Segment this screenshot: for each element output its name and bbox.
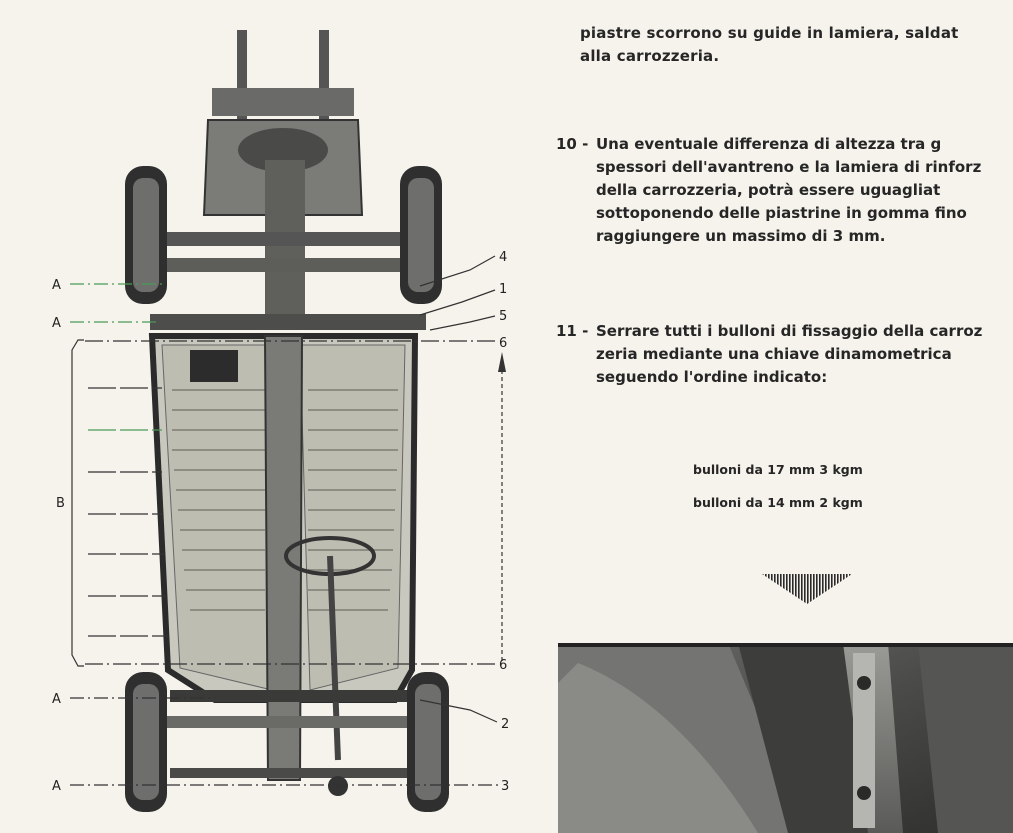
label-a-1: A: [52, 278, 61, 293]
label-a-3: A: [52, 692, 61, 707]
label-5: 5: [499, 309, 508, 324]
rear-left-wheel: [125, 672, 167, 812]
label-6-bottom: 6: [499, 658, 508, 673]
label-2: 2: [501, 717, 510, 732]
paragraph-continuation: [580, 22, 959, 68]
step-text: [596, 320, 982, 389]
down-arrow-icon: [762, 574, 852, 604]
step-text: [596, 133, 981, 248]
label-b: B: [56, 496, 65, 511]
text-line: zeria mediante una chiave dinamometrica: [596, 345, 952, 363]
text-line: seguendo l'ordine indicato:: [596, 368, 828, 386]
torque-spec-14mm: bulloni da 14 mm 2 kgm: [693, 495, 863, 510]
detail-photo: [558, 643, 1013, 833]
label-3: 3: [501, 779, 510, 794]
label-a-2: A: [52, 316, 61, 331]
text-line: piastre scorrono su guide in lamiera, saldat: [580, 24, 959, 42]
rear-right-wheel: [407, 672, 449, 812]
label-1: 1: [499, 282, 508, 297]
text-line: Una eventuale differenza di altezza tra g: [596, 135, 942, 153]
text-line: raggiungere un massimo di 3 mm.: [596, 227, 886, 245]
text-line: della carrozzeria, potrà essere uguagliat: [596, 181, 941, 199]
label-4: 4: [499, 250, 508, 265]
torque-spec-17mm: bulloni da 17 mm 3 kgm: [693, 462, 863, 477]
step-number: 11 -: [556, 322, 589, 340]
text-line: Serrare tutti i bulloni di fissaggio della carroz: [596, 322, 983, 340]
text-line: spessori dell'avantreno e la lamiera di rinforz: [596, 158, 982, 176]
step-number: 10 -: [556, 135, 589, 153]
text-line: sottoponendo delle piastrine in gomma fino: [596, 204, 967, 222]
label-a-4: A: [52, 779, 61, 794]
text-line: alla carrozzeria.: [580, 47, 720, 65]
label-6-top: 6: [499, 336, 508, 351]
front-left-wheel: [125, 166, 167, 304]
front-suspension: [150, 30, 426, 330]
chassis-diagram: [40, 20, 540, 833]
front-right-wheel: [400, 166, 442, 304]
